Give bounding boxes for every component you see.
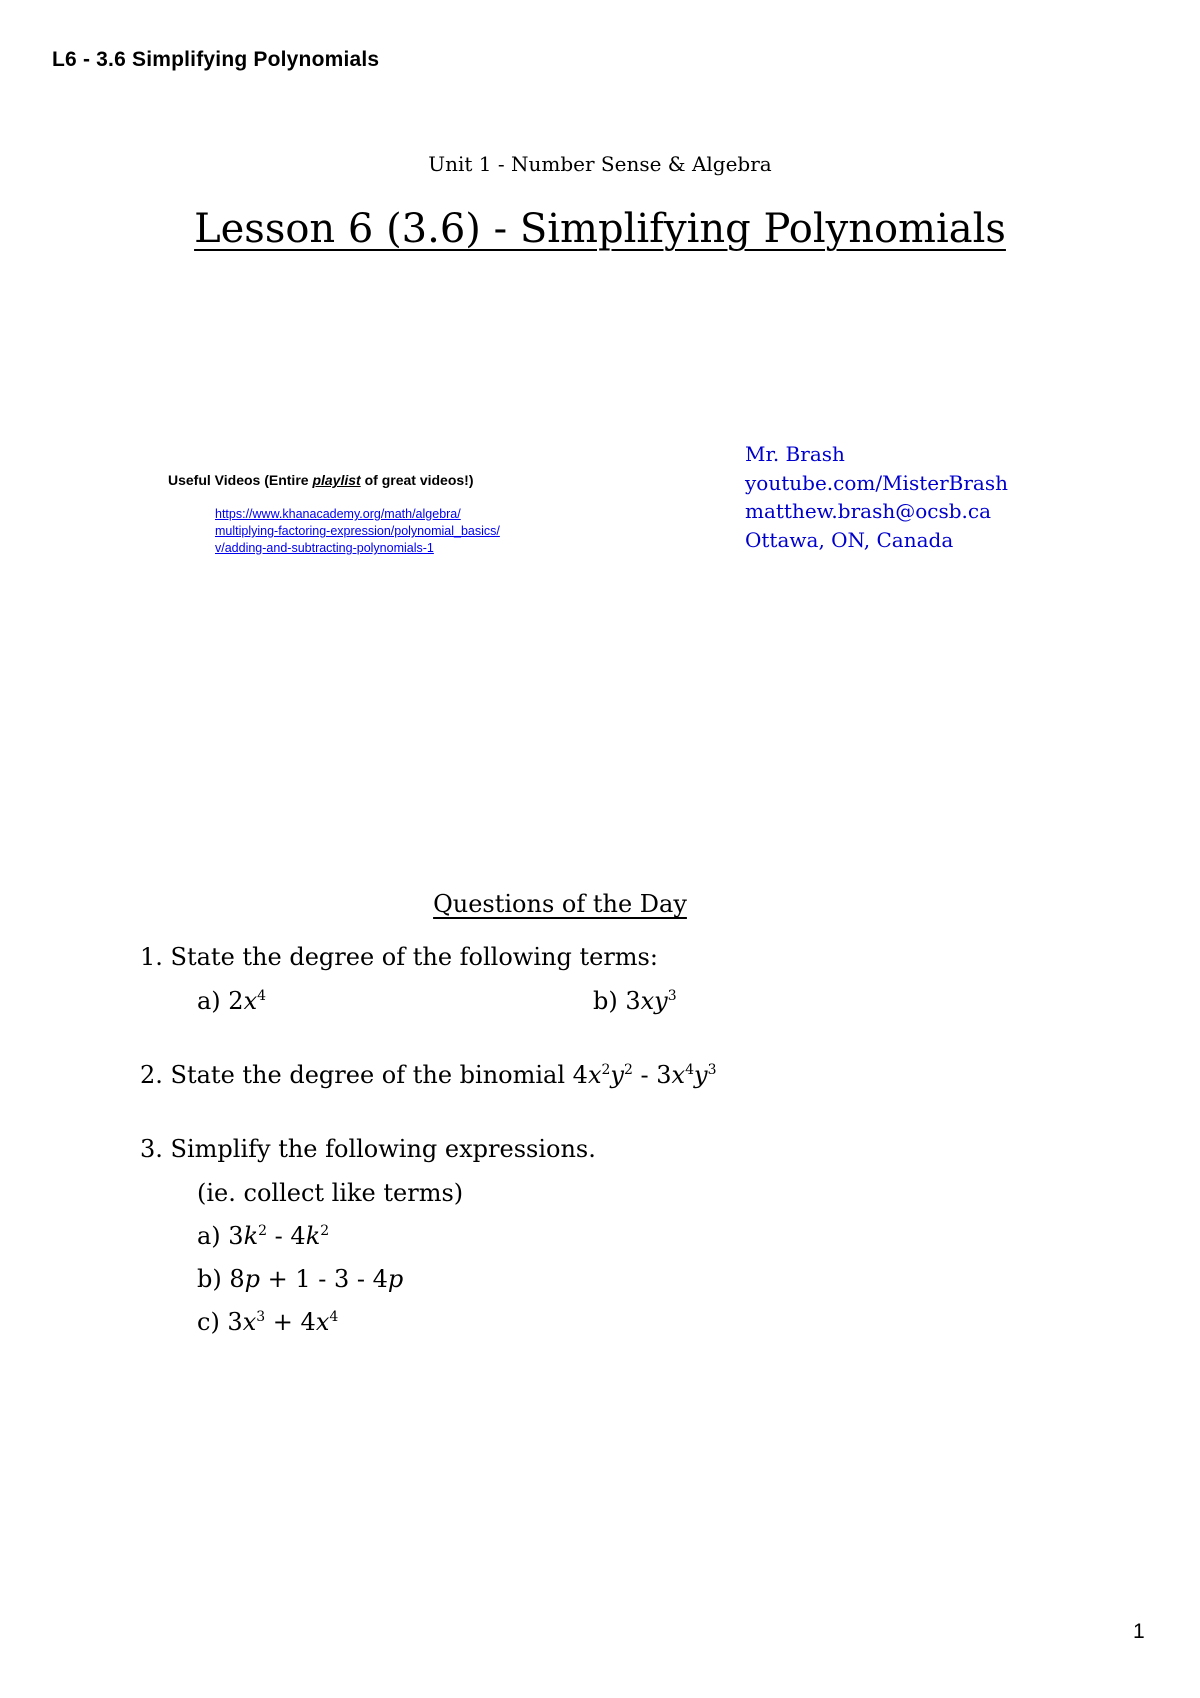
q2-var-3: x (671, 1061, 686, 1089)
q3c-p1: c) 3 (197, 1308, 243, 1336)
unit-subtitle: Unit 1 - Number Sense & Algebra (428, 152, 772, 176)
question-1b (593, 987, 677, 1015)
contact-email: matthew.brash@ocsb.ca (745, 499, 992, 523)
videos-label-playlist: playlist (312, 472, 361, 488)
contact-youtube: youtube.com/MisterBrash (745, 470, 1008, 495)
q2-exp-3: 4 (685, 1062, 694, 1078)
q3a-exp-2: 2 (320, 1223, 330, 1239)
videos-label-end: of great videos!) (360, 472, 474, 488)
link-line-1: https://www.khanacademy.org/math/algebra/ (215, 507, 461, 521)
q1a-coef: a) 2 (197, 987, 244, 1015)
q2-exp-4: 3 (707, 1062, 717, 1078)
videos-label-start: Useful Videos (Entire (168, 472, 313, 488)
q1a-exp: 4 (257, 988, 267, 1004)
lesson-title (0, 206, 1200, 252)
contact-location: Ottawa, ON, Canada (745, 527, 954, 552)
q2-mid: - 3 (632, 1061, 672, 1089)
q3a-p2: - 4 (267, 1222, 306, 1250)
q2-prompt: 2. State the degree of the binomial 4 (140, 1061, 588, 1089)
question-3c (197, 1308, 338, 1336)
q2-var-2: y (610, 1061, 624, 1089)
question-3b (197, 1265, 403, 1293)
q2-exp-2: 2 (623, 1062, 633, 1078)
question-2 (140, 1061, 716, 1089)
q3c-exp-1: 3 (256, 1309, 266, 1325)
q3b-var-1: p (244, 1265, 260, 1293)
q3a-var-2: k (305, 1222, 321, 1250)
link-line-2: multiplying-factoring-expression/polynomial_basics/ (215, 524, 500, 538)
q2-exp-1: 2 (601, 1062, 611, 1078)
khan-academy-link[interactable] (215, 506, 500, 557)
q3c-var-2: x (315, 1308, 330, 1336)
question-3-note: (ie. collect like terms) (197, 1179, 464, 1207)
q1b-var: xy (640, 987, 668, 1015)
q3b-var-2: p (387, 1265, 404, 1293)
page-header: L6 - 3.6 Simplifying Polynomials (52, 48, 380, 71)
q2-var-4: y (694, 1061, 708, 1089)
contact-name: Mr. Brash (745, 442, 845, 466)
q1a-var: x (243, 987, 258, 1015)
lesson-title-text: Lesson 6 (3.6) - Simplifying Polynomials (194, 206, 1006, 252)
q3b-p2: + 1 - 3 - 4 (260, 1265, 388, 1293)
q2-var-1: x (587, 1061, 602, 1089)
q3a-var-1: k (243, 1222, 259, 1250)
questions-title: Questions of the Day (433, 890, 687, 918)
question-3-prompt: 3. Simplify the following expressions. (140, 1135, 596, 1163)
question-1-prompt: 1. State the degree of the following terms: (140, 943, 658, 971)
q3a-p1: a) 3 (197, 1222, 244, 1250)
question-1a (197, 987, 266, 1015)
question-3a (197, 1222, 329, 1250)
q1b-coef: b) 3 (593, 987, 641, 1015)
q1b-exp: 3 (667, 988, 677, 1004)
q3a-exp-1: 2 (258, 1223, 268, 1239)
q3c-var-1: x (242, 1308, 257, 1336)
q3b-p1: b) 8 (197, 1265, 245, 1293)
link-line-3: v/adding-and-subtracting-polynomials-1 (215, 541, 434, 555)
q3c-p2: + 4 (265, 1308, 316, 1336)
useful-videos-label (168, 472, 474, 488)
q3c-exp-2: 4 (329, 1309, 339, 1325)
contact-block (745, 440, 1008, 554)
page-number: 1 (1133, 1620, 1145, 1643)
